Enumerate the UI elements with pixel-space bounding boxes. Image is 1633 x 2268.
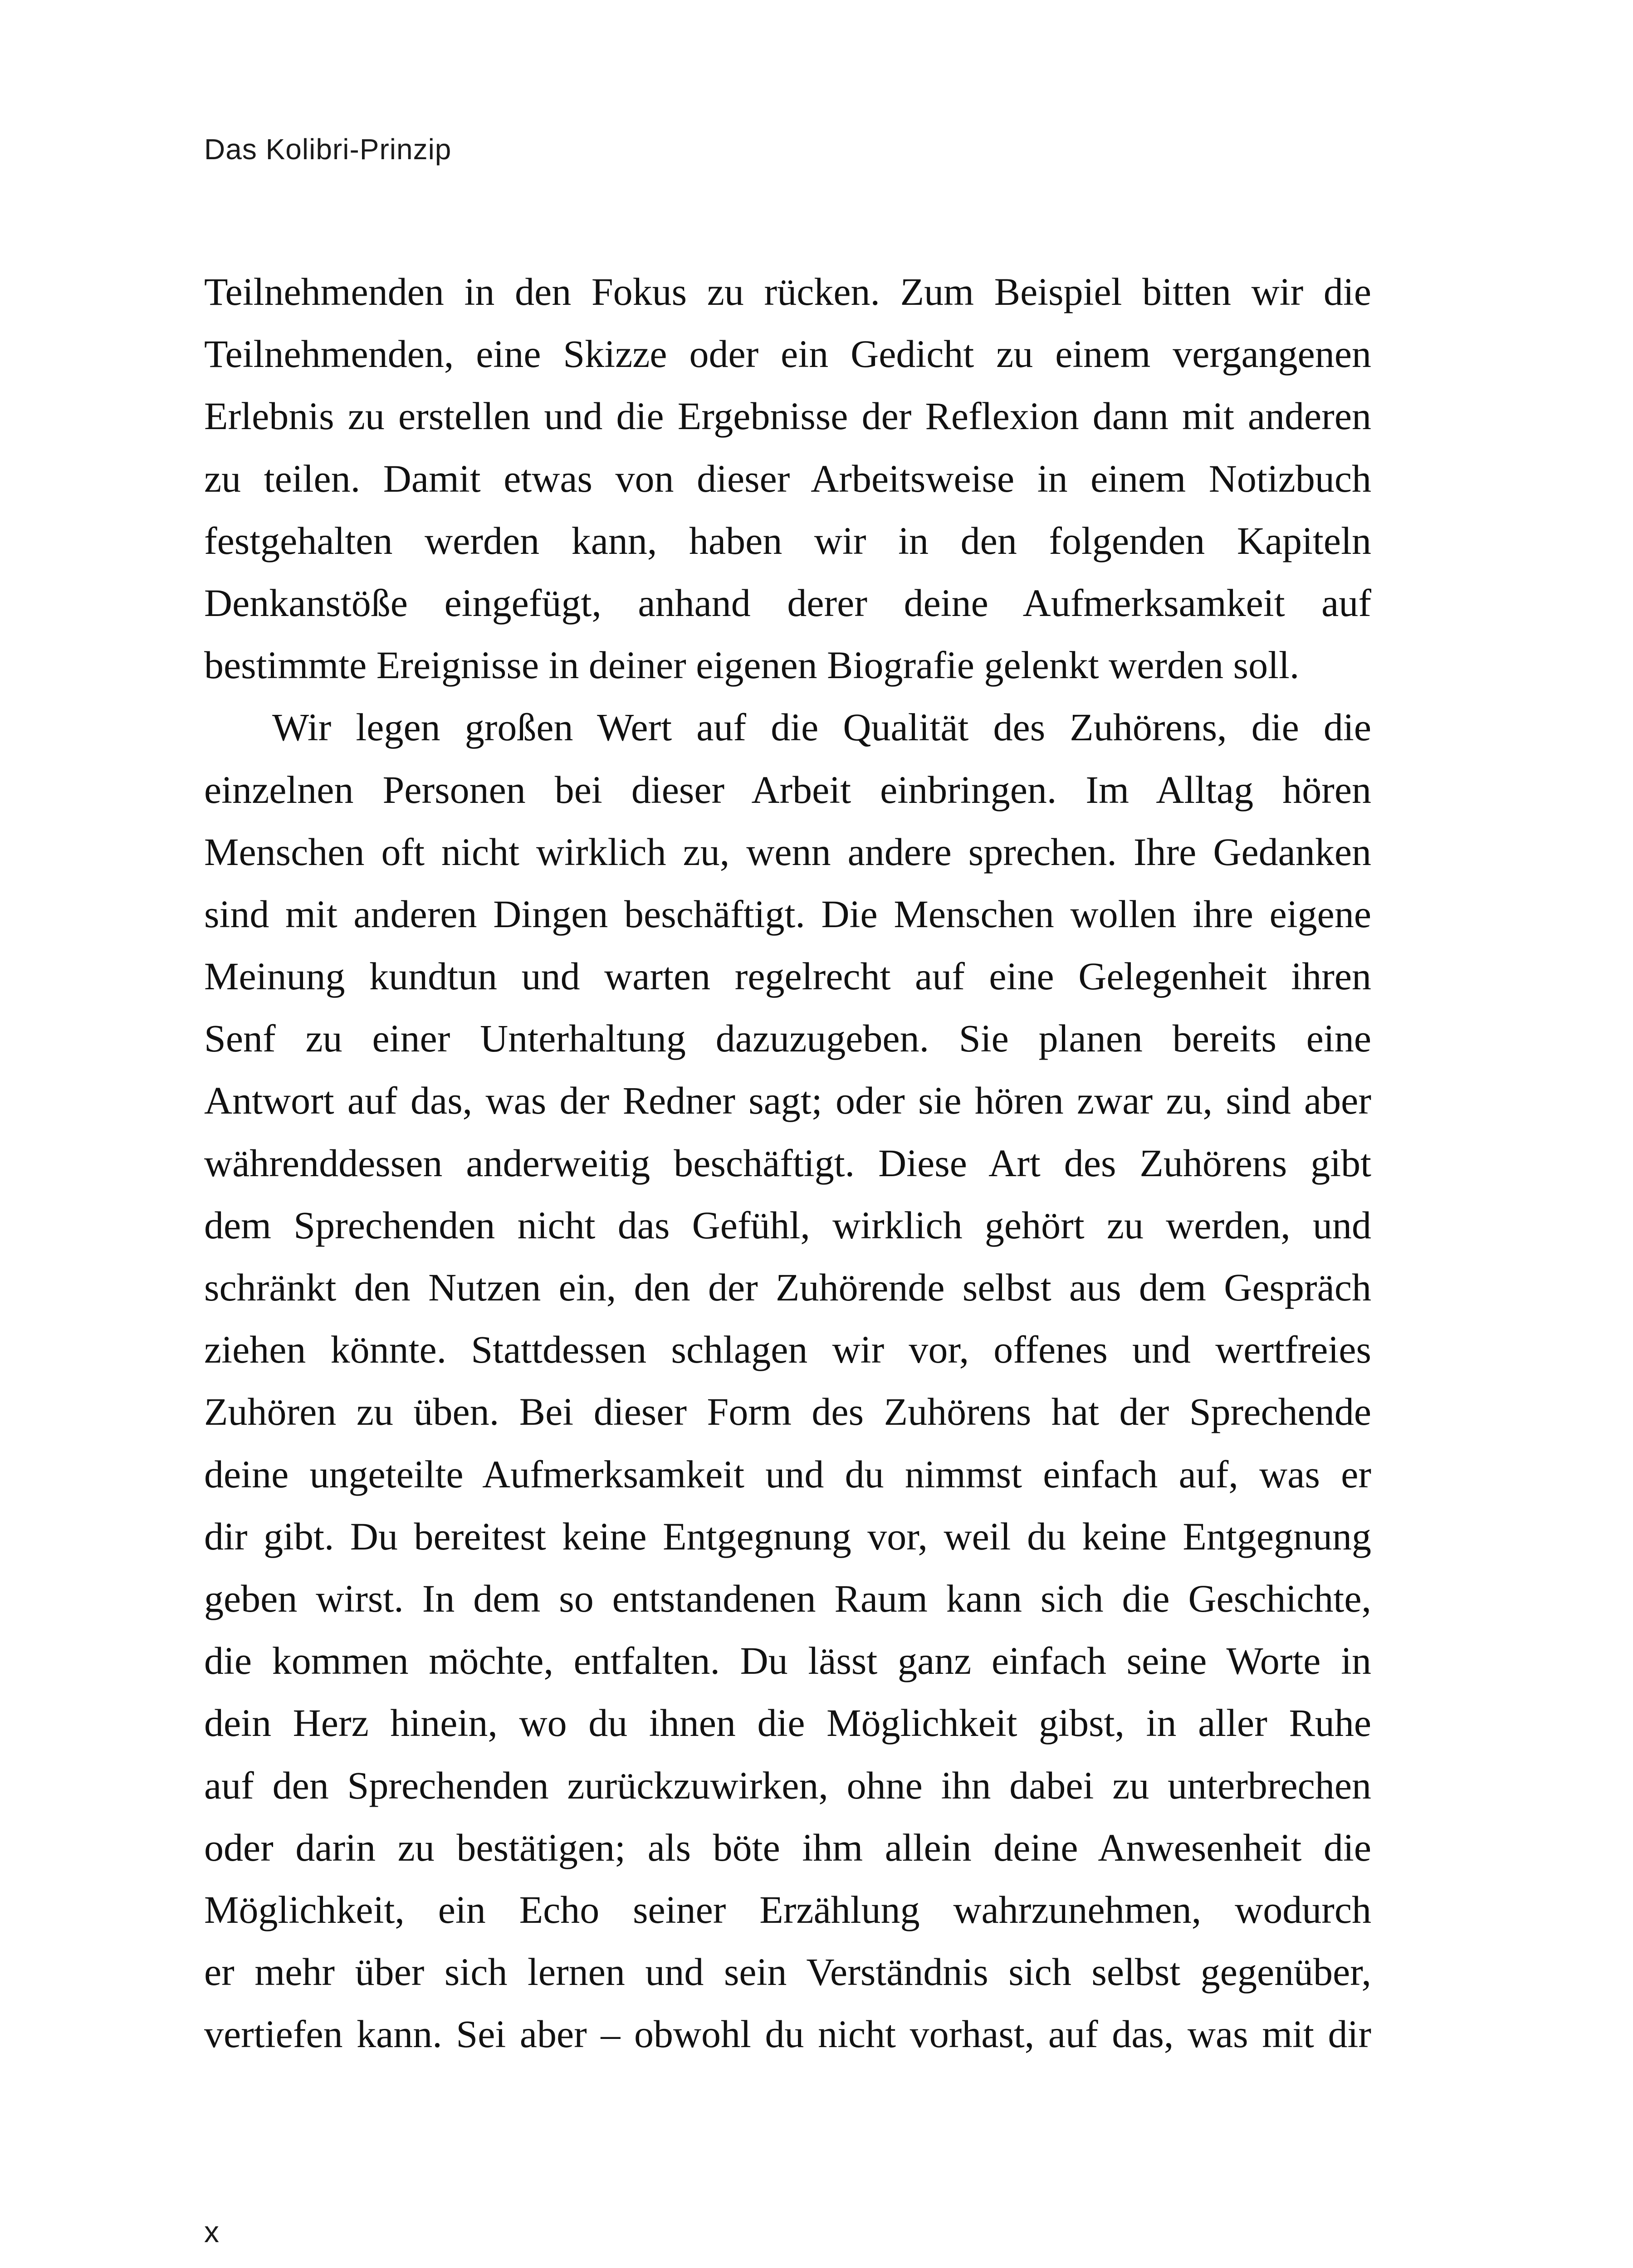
text-line: Antwort auf das, was der Redner sagt; oder sie hören zwar zu, sind aber [204, 1079, 1371, 1123]
text-line: Teilnehmenden, eine Skizze oder ein Gedicht zu einem vergangenen [204, 332, 1371, 376]
text-line: Meinung kundtun und warten regelrecht auf eine Gelegenheit ihren [204, 954, 1371, 998]
text-line: dir gibt. Du bereitest keine Entgegnung vor, weil du keine Entgegnung [204, 1514, 1371, 1558]
text-line: sind mit anderen Dingen beschäftigt. Die Menschen wollen ihre eigene [204, 892, 1371, 936]
text-line: währenddessen anderweitig beschäftigt. Diese Art des Zuhörens gibt [204, 1141, 1371, 1185]
text-line: vertiefen kann. Sei aber – obwohl du nicht vorhast, auf das, was mit dir [204, 2012, 1371, 2056]
text-line: oder darin zu bestätigen; als böte ihm allein deine Anwesenheit die [204, 1825, 1371, 1869]
text-line: Zuhören zu üben. Bei dieser Form des Zuhörens hat der Sprechende [204, 1390, 1371, 1434]
text-line: die kommen möchte, entfalten. Du lässt ganz einfach seine Worte in [204, 1639, 1371, 1683]
text-line: Menschen oft nicht wirklich zu, wenn andere sprechen. Ihre Gedanken [204, 830, 1371, 874]
text-line: Senf zu einer Unterhaltung dazuzugeben. Sie planen bereits eine [204, 1017, 1371, 1061]
text-line: zu teilen. Damit etwas von dieser Arbeitsweise in einem Notizbuch [204, 456, 1371, 500]
body-text [204, 261, 1371, 2065]
text-line: Möglichkeit, ein Echo seiner Erzählung wahrzunehmen, wodurch [204, 1887, 1371, 1931]
text-line: auf den Sprechenden zurückzuwirken, ohne ihn dabei zu unterbrechen [204, 1763, 1371, 1807]
text-line: deine ungeteilte Aufmerksamkeit und du nimmst einfach auf, was er [204, 1452, 1371, 1496]
text-line: er mehr über sich lernen und sein Verständnis sich selbst gegenüber, [204, 1950, 1371, 1994]
text-line: Denkanstöße eingefügt, anhand derer deine Aufmerksamkeit auf [204, 581, 1371, 625]
text-line: ziehen könnte. Stattdessen schlagen wir vor, offenes und wertfreies [204, 1328, 1371, 1372]
page-number: x [204, 2215, 219, 2248]
text-line: geben wirst. In dem so entstandenen Raum kann sich die Geschichte, [204, 1576, 1371, 1620]
text-line: festgehalten werden kann, haben wir in den folgenden Kapiteln [204, 518, 1371, 562]
text-line: bestimmte Ereignisse in deiner eigenen Biografie gelenkt werden soll. [204, 643, 1300, 687]
text-line: dem Sprechenden nicht das Gefühl, wirklich gehört zu werden, und [204, 1203, 1371, 1247]
text-line: Teilnehmenden in den Fokus zu rücken. Zum Beispiel bitten wir die [204, 270, 1371, 313]
text-line: Erlebnis zu erstellen und die Ergebnisse der Reflexion dann mit anderen [204, 394, 1371, 438]
text-line: dein Herz hinein, wo du ihnen die Möglichkeit gibst, in aller Ruhe [204, 1701, 1371, 1745]
text-line: schränkt den Nutzen ein, den der Zuhörende selbst aus dem Gespräch [204, 1266, 1371, 1309]
running-head: Das Kolibri-Prinzip [204, 133, 452, 166]
text-line: einzelnen Personen bei dieser Arbeit einbringen. Im Alltag hören [204, 767, 1371, 811]
text-line: Wir legen großen Wert auf die Qualität des Zuhörens, die die [272, 705, 1371, 749]
